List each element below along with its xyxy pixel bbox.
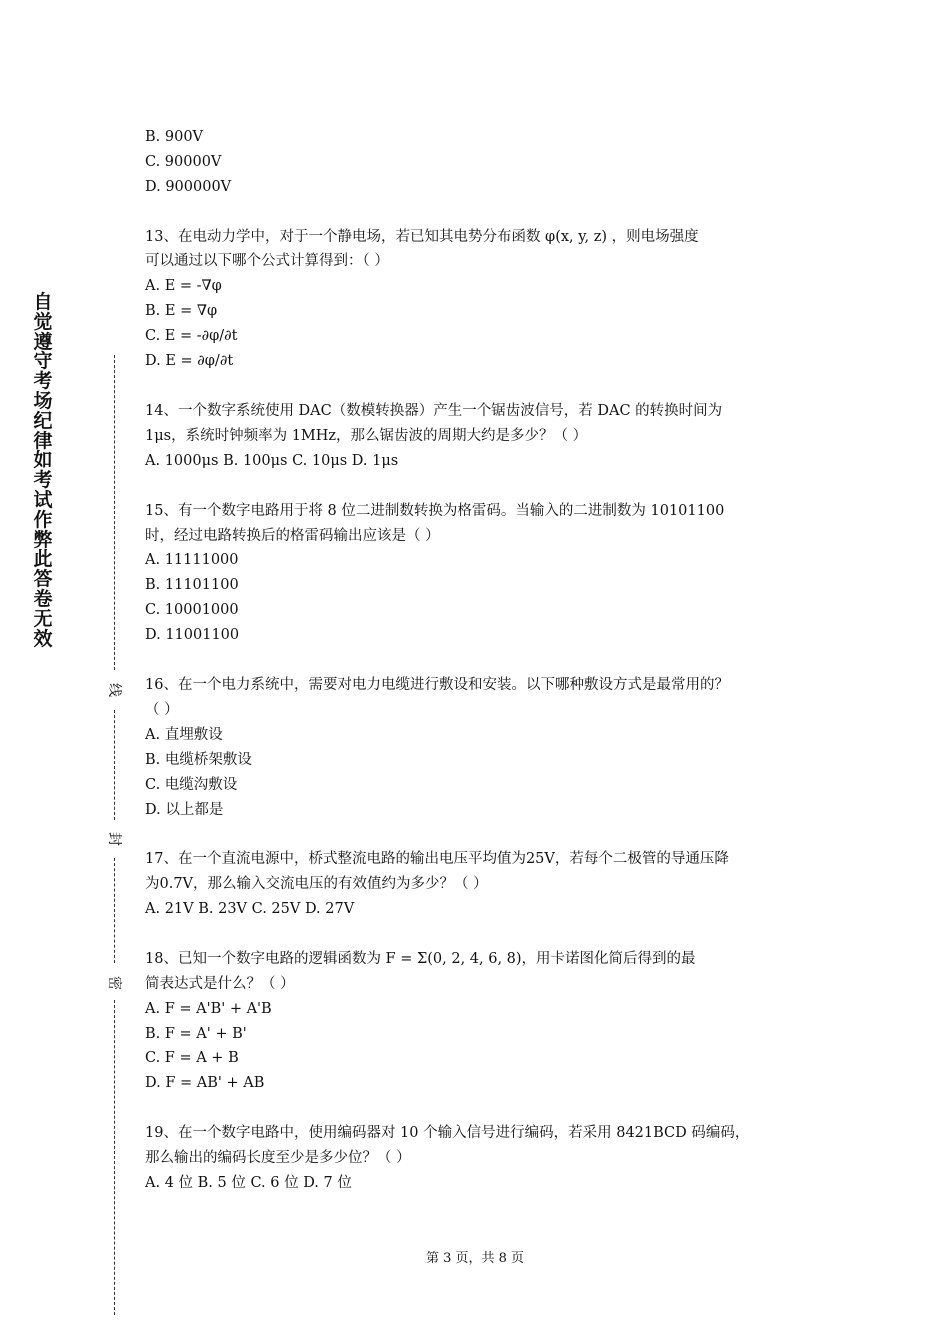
q13-option-c: C. E = -∂φ/∂t [145, 328, 238, 344]
q13-option-b: B. E = ∇φ [145, 303, 218, 319]
binding-dashed-line [114, 858, 115, 963]
q17-stem: 17、在一个直流电源中，桥式整流电路的输出电压平均值为25V，若每个二极管的导通压降 [145, 851, 729, 867]
binding-dashed-line [114, 355, 115, 670]
q12-option-c: C. 90000V [145, 154, 222, 170]
q16-option-a: A. 直埋敷设 [145, 727, 223, 743]
q15-option-a: A. 11111000 [145, 552, 239, 568]
q12-option-b: B. 900V [145, 129, 204, 145]
q13-stem: 13、在电动力学中，对于一个静电场，若已知其电势分布函数 φ(x, y, z) ，则电场强度 [145, 229, 699, 245]
q18-option-b: B. F = A' + B' [145, 1026, 247, 1042]
q15-option-d: D. 11001100 [145, 627, 240, 643]
q13-option-a: A. E = -∇φ [145, 278, 222, 294]
q18-option-c: C. F = A + B [145, 1050, 239, 1066]
q12-option-d: D. 900000V [145, 179, 232, 195]
binding-dashed-line [114, 710, 115, 820]
q16-option-b: B. 电缆桥架敷设 [145, 752, 252, 768]
q19-options: A. 4 位 B. 5 位 C. 6 位 D. 7 位 [145, 1175, 352, 1191]
q19-stem-cont: 那么输出的编码长度至少是多少位？（ ） [145, 1150, 411, 1166]
q13-option-d: D. E = ∂φ/∂t [145, 353, 234, 369]
q15-option-c: C. 10001000 [145, 602, 239, 618]
q16-stem-cont: （ ） [145, 702, 179, 718]
q18-stem-cont: 简表达式是什么？（ ） [145, 976, 295, 992]
q15-stem: 15、有一个数字电路用于将 8 位二进制数转换为格雷码。当输入的二进制数为 10101100 [145, 503, 725, 519]
q15-option-b: B. 11101100 [145, 577, 239, 593]
q18-option-a: A. F = A'B' + A'B [145, 1001, 272, 1017]
binding-mark-line: 线 [105, 680, 125, 700]
q17-options: A. 21V B. 23V C. 25V D. 27V [145, 901, 355, 917]
q13-stem-cont: 可以通过以下哪个公式计算得到：（ ） [145, 253, 389, 269]
binding-mark-seal: 封 [105, 829, 125, 849]
binding-mark-secret: 密 [105, 973, 125, 993]
binding-dashed-line [114, 1000, 115, 1315]
q17-stem-cont: 为0.7V，那么输入交流电压的有效值约为多少？（ ） [145, 876, 488, 892]
q14-stem-cont: 1μs，系统时钟频率为 1MHz，那么锯齿波的周期大约是多少？（ ） [145, 428, 588, 444]
q18-stem: 18、已知一个数字电路的逻辑函数为 F = Σ(0, 2, 4, 6, 8)，用卡诺图化简后得到的最 [145, 951, 696, 967]
q14-stem: 14、一个数字系统使用 DAC（数模转换器）产生一个锯齿波信号，若 DAC 的转换时间为 [145, 403, 723, 419]
q16-stem: 16、在一个电力系统中，需要对电力电缆进行敷设和安装。以下哪种敷设方式是最常用的？ [145, 677, 729, 693]
q14-options: A. 1000μs B. 100μs C. 10μs D. 1μs [145, 453, 399, 469]
q19-stem: 19、在一个数字电路中，使用编码器对 10 个输入信号进行编码，若采用 8421BCD 码编码， [145, 1125, 750, 1141]
q15-stem-cont: 时，经过电路转换后的格雷码输出应该是（ ） [145, 528, 440, 544]
exam-discipline-warning: 自觉遵守考场纪律如考试作弊此答卷无效 [33, 291, 53, 650]
q18-option-d: D. F = AB' + AB [145, 1075, 265, 1091]
q16-option-c: C. 电缆沟敷设 [145, 777, 238, 793]
q16-option-d: D. 以上都是 [145, 802, 224, 818]
page-footer: 第 3 页，共 8 页 [425, 1251, 525, 1266]
